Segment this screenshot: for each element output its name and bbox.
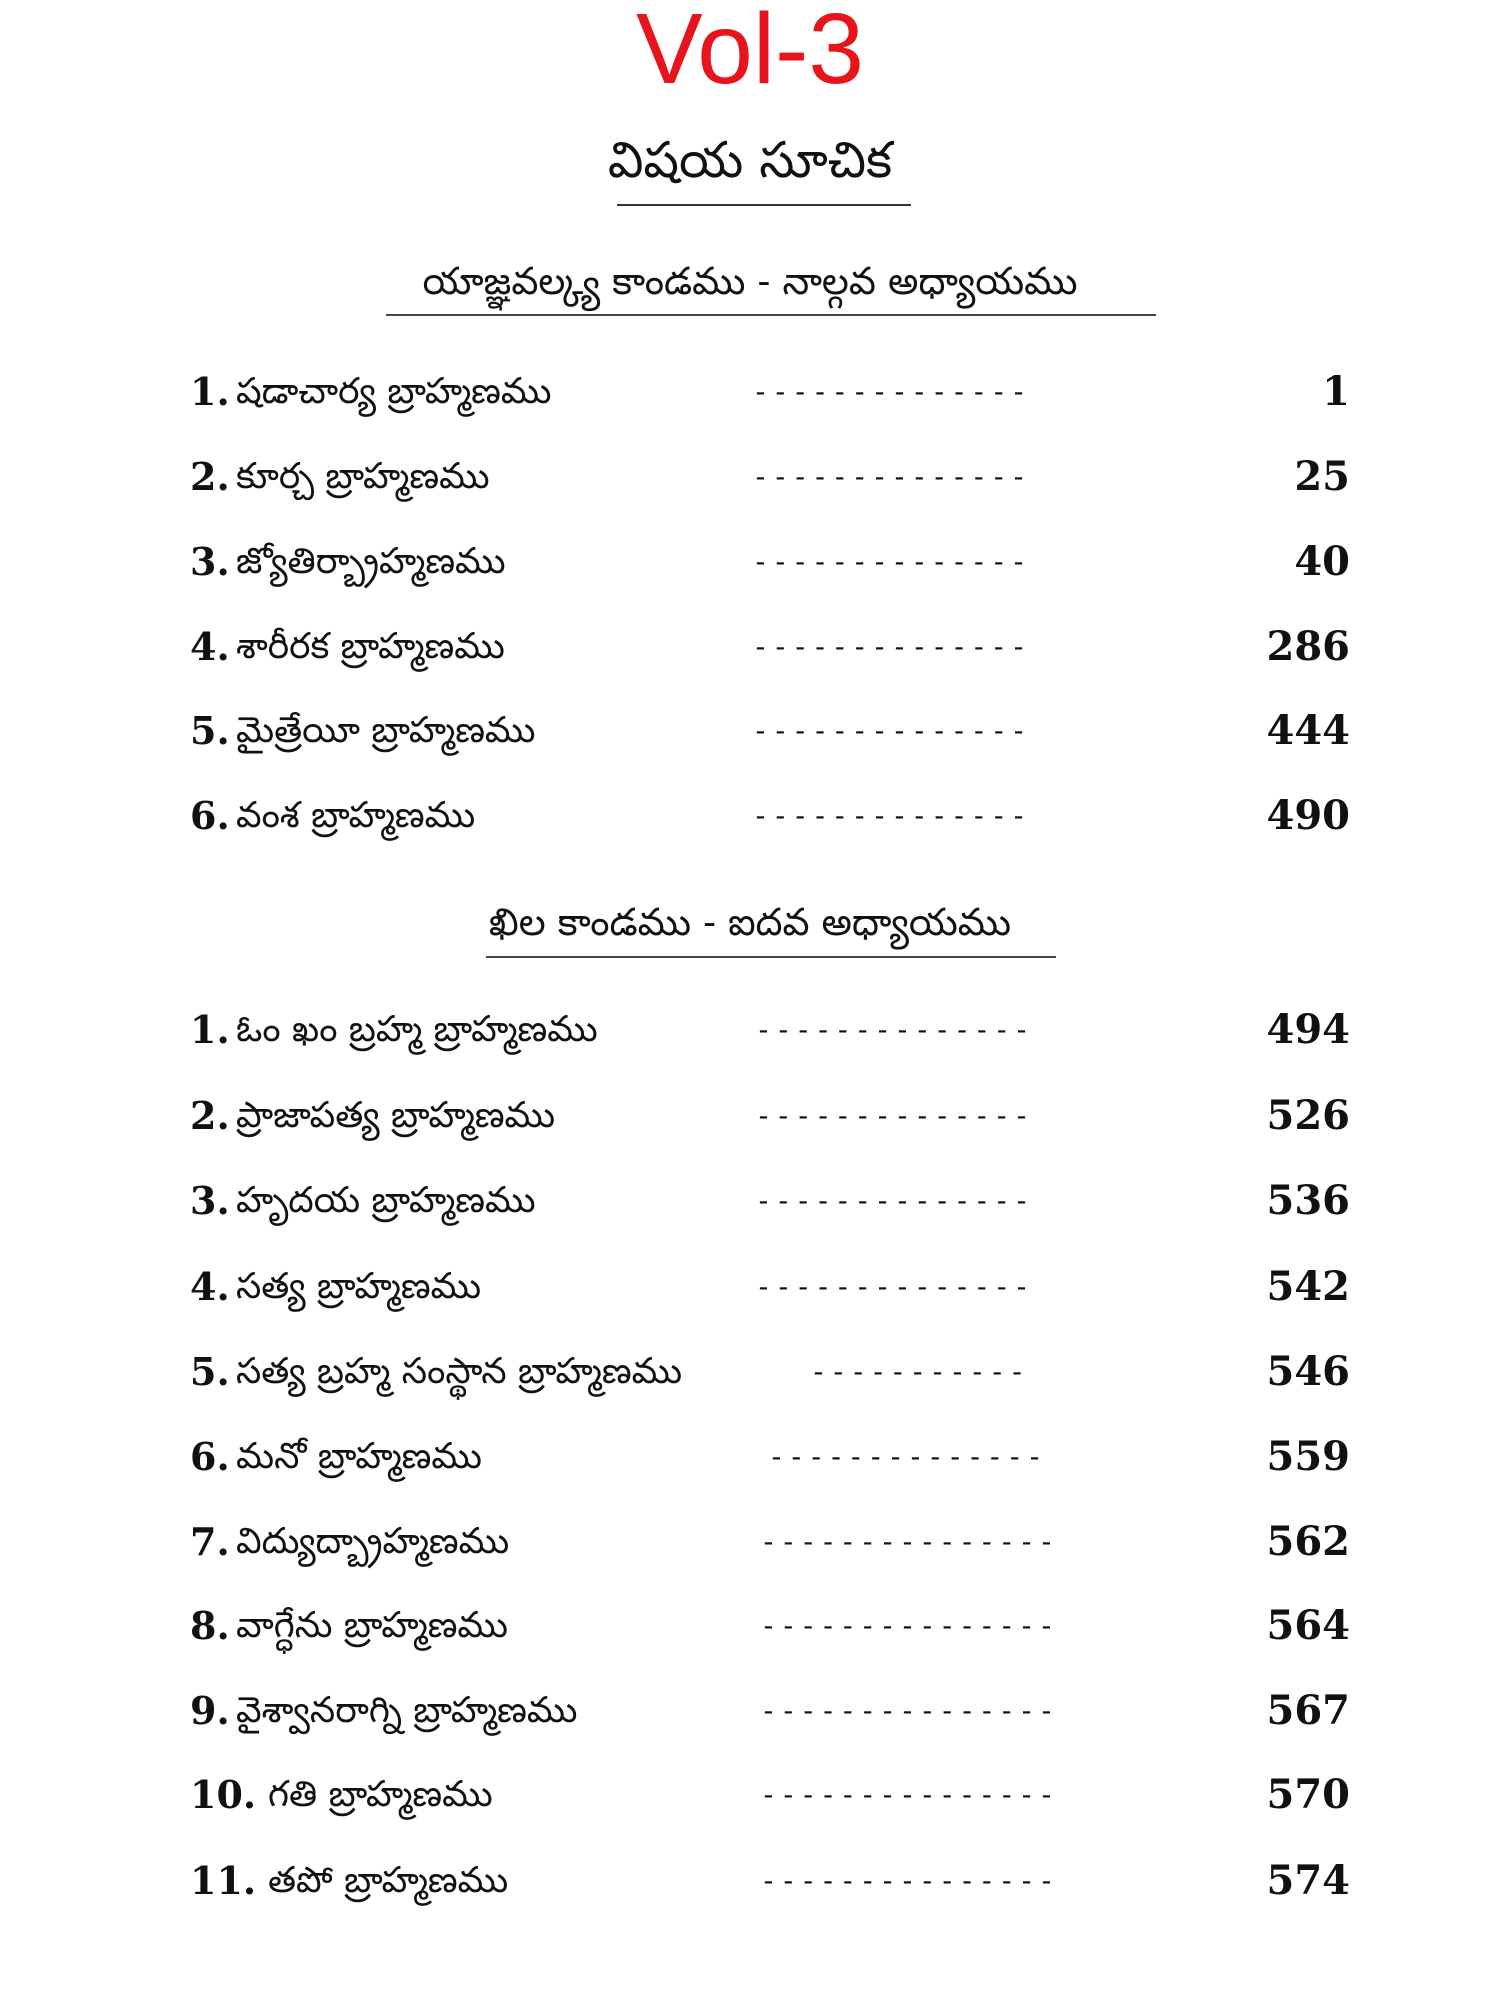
toc-entry[interactable] xyxy=(0,1086,1500,1146)
title-underline xyxy=(617,204,911,206)
dot-leader: -------------- xyxy=(752,375,1031,408)
entry-title: శారీరక బ్రాహ్మణము xyxy=(236,626,505,667)
entry-page-number: 567 xyxy=(1266,1687,1350,1734)
toc-entry[interactable] xyxy=(0,1596,1500,1656)
toc-entry[interactable] xyxy=(0,1765,1500,1825)
dot-leader: --------------- xyxy=(760,1778,1058,1811)
entry-number: 3. xyxy=(190,1178,230,1223)
section-heading: యాజ్ఞవల్క్య కాండము - నాల్గవ అధ్యాయము xyxy=(422,259,1078,303)
entry-page-number: 40 xyxy=(1294,538,1350,585)
entry-title: సత్య బ్రాహ్మణము xyxy=(236,1266,482,1307)
toc-entry[interactable] xyxy=(0,1512,1500,1572)
volume-label: Vol-3 xyxy=(636,0,864,105)
entry-number: 6. xyxy=(190,793,230,838)
dot-leader: -------------- xyxy=(755,1099,1034,1132)
entry-page-number: 562 xyxy=(1266,1518,1350,1565)
entry-page-number: 564 xyxy=(1266,1602,1350,1649)
entry-page-number: 542 xyxy=(1266,1263,1350,1310)
toc-entry[interactable] xyxy=(0,1257,1500,1317)
entry-title: షడాచార్య బ్రాహ్మణము xyxy=(236,371,552,412)
dot-leader: --------------- xyxy=(760,1694,1058,1727)
entry-title: ప్రాజాపత్య బ్రాహ్మణము xyxy=(236,1095,556,1136)
dot-leader: -------------- xyxy=(752,545,1031,578)
dot-leader: -------------- xyxy=(752,714,1031,747)
entry-title: మనో బ్రాహ్మణము xyxy=(236,1436,482,1477)
dot-leader: --------------- xyxy=(760,1864,1058,1897)
toc-entry[interactable] xyxy=(0,1681,1500,1741)
entry-number: 1. xyxy=(190,1007,230,1052)
entry-number: 8. xyxy=(190,1603,230,1648)
toc-entry[interactable] xyxy=(0,786,1500,846)
entry-number: 1. xyxy=(190,369,230,414)
entry-page-number: 574 xyxy=(1266,1857,1350,1904)
entry-number: 2. xyxy=(190,1093,230,1138)
entry-title: జ్యోతిర్బ్రాహ్మణము xyxy=(236,541,506,582)
entry-number: 6. xyxy=(190,1434,230,1479)
entry-page-number: 494 xyxy=(1266,1006,1350,1053)
toc-entry[interactable] xyxy=(0,1342,1500,1402)
dot-leader: -------------- xyxy=(755,1013,1034,1046)
toc-entry[interactable] xyxy=(0,1427,1500,1487)
toc-entry[interactable] xyxy=(0,362,1500,422)
entry-page-number: 559 xyxy=(1266,1433,1350,1480)
entry-number: 4. xyxy=(190,1264,230,1309)
toc-entry[interactable] xyxy=(0,447,1500,507)
entry-number: 10. xyxy=(190,1772,257,1817)
toc-entry[interactable] xyxy=(0,617,1500,677)
entry-number: 5. xyxy=(190,708,230,753)
dot-leader: -------------- xyxy=(768,1440,1047,1473)
dot-leader: ----------- xyxy=(810,1355,1029,1388)
dot-leader: -------------- xyxy=(755,1184,1034,1217)
dot-leader: --------------- xyxy=(760,1525,1058,1558)
entry-title: మైత్రేయీ బ్రాహ్మణము xyxy=(236,710,536,751)
entry-number: 7. xyxy=(190,1519,230,1564)
entry-title: సత్య బ్రహ్మ సంస్థాన బ్రాహ్మణము xyxy=(236,1351,683,1392)
entry-title: విద్యుద్బ్రాహ్మణము xyxy=(236,1521,510,1562)
section-underline xyxy=(486,956,1056,958)
entry-title: కూర్చ బ్రాహ్మణము xyxy=(236,456,490,497)
dot-leader: -------------- xyxy=(752,799,1031,832)
toc-entry[interactable] xyxy=(0,701,1500,761)
entry-page-number: 286 xyxy=(1266,623,1350,670)
entry-page-number: 25 xyxy=(1294,453,1350,500)
entry-number: 5. xyxy=(190,1349,230,1394)
entry-number: 3. xyxy=(190,539,230,584)
entry-title: వైశ్వానరాగ్ని బ్రాహ్మణము xyxy=(236,1690,578,1731)
toc-entry[interactable] xyxy=(0,532,1500,592)
section-heading: ఖిల కాండము - ఐదవ అధ్యాయము xyxy=(488,900,1012,944)
entry-number: 9. xyxy=(190,1688,230,1733)
toc-entry[interactable] xyxy=(0,1171,1500,1231)
entry-page-number: 570 xyxy=(1266,1771,1350,1818)
section-underline xyxy=(386,314,1156,316)
entry-page-number: 526 xyxy=(1266,1092,1350,1139)
dot-leader: --------------- xyxy=(760,1609,1058,1642)
entry-title: వంశ బ్రాహ్మణము xyxy=(236,795,476,836)
toc-entry[interactable] xyxy=(0,1000,1500,1060)
entry-title: ఓం ఖం బ్రహ్మ బ్రాహ్మణము xyxy=(236,1009,598,1050)
entry-title: తపో బ్రాహ్మణము xyxy=(268,1860,509,1901)
entry-page-number: 444 xyxy=(1266,707,1350,754)
entry-title: వాగ్ధేను బ్రాహ్మణము xyxy=(236,1605,508,1646)
dot-leader: -------------- xyxy=(755,1270,1034,1303)
entry-number: 11. xyxy=(190,1858,257,1903)
entry-page-number: 490 xyxy=(1266,792,1350,839)
page-title: విషయ సూచిక xyxy=(607,131,893,189)
entry-number: 2. xyxy=(190,454,230,499)
entry-title: హృదయ బ్రాహ్మణము xyxy=(236,1180,536,1221)
entry-page-number: 536 xyxy=(1266,1177,1350,1224)
dot-leader: -------------- xyxy=(752,630,1031,663)
dot-leader: -------------- xyxy=(752,460,1031,493)
entry-page-number: 1 xyxy=(1322,368,1350,415)
entry-title: గతి బ్రాహ్మణము xyxy=(268,1774,493,1815)
entry-page-number: 546 xyxy=(1266,1348,1350,1395)
toc-entry[interactable] xyxy=(0,1851,1500,1911)
entry-number: 4. xyxy=(190,624,230,669)
